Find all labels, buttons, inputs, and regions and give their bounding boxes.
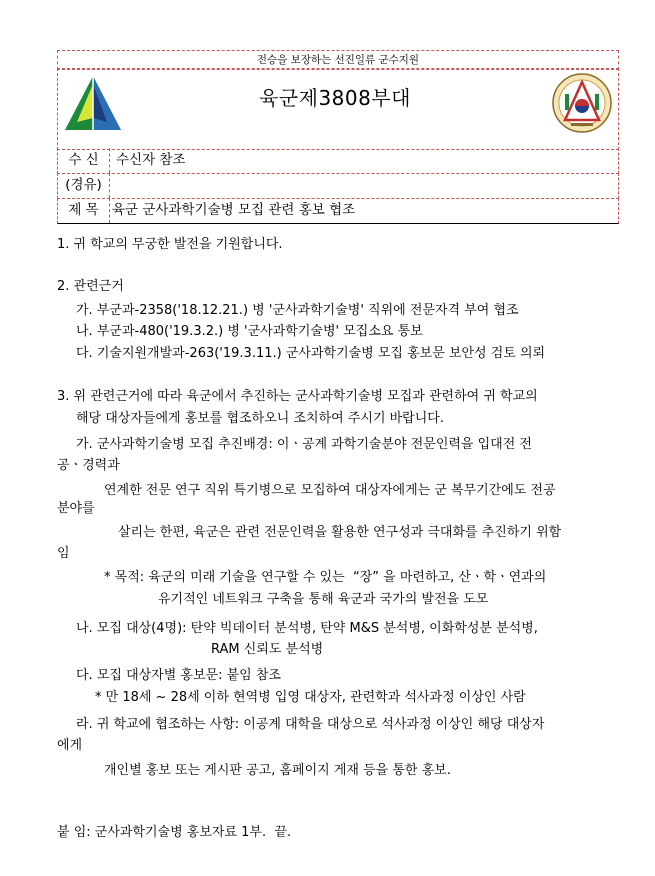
subject-row xyxy=(57,198,619,224)
recipient-label: 수 신 xyxy=(58,148,110,173)
paragraph-3-line-1: 3. 위 관련근거에 따라 육군에서 추진하는 군사과학기술병 모집과 관련하여 귀 학교의 xyxy=(57,389,538,404)
paragraph-2-item-c: 다. 기술지원개발과-263('19.3.11.) 군사과학기술병 모집 홍보문 보안성 검토 의뢰 xyxy=(76,346,546,361)
army-logo-icon xyxy=(63,74,123,132)
via-label: (경유) xyxy=(58,173,110,198)
emblem-seal-icon xyxy=(551,72,613,134)
purpose-line-1: * 목적: 육군의 미래 기술을 연구할 수 있는 “장” 을 마련하고, 산ㆍ학ㆍ연과의 xyxy=(104,570,547,585)
slogan: 전승을 보장하는 선진일류 군수지원 xyxy=(57,50,619,70)
item-a-line-5: 살리는 한편, 육군은 관련 전문인력을 활용한 연구성과 극대화를 추진하기 위함 xyxy=(118,525,562,540)
subject-value: 육군 군사과학기술병 모집 관련 홍보 협조 xyxy=(112,202,356,218)
item-a-line-6: 임 xyxy=(57,546,70,561)
item-a-line-2: 공ㆍ경력과 xyxy=(57,458,120,473)
item-d-line-2: 에게 xyxy=(57,738,83,753)
paragraph-1: 1. 귀 학교의 무궁한 발전을 기원합니다. xyxy=(57,237,283,252)
purpose-line-2: 유기적인 네트워크 구축을 통해 육군과 국가의 발전을 도모 xyxy=(158,592,489,607)
item-a-line-1: 가. 군사과학기술병 모집 추진배경: 이ㆍ공계 과학기술분야 전문인력을 입대전 전 xyxy=(76,437,532,452)
item-c: 다. 모집 대상자별 홍보문: 붙임 참조 xyxy=(76,668,281,683)
recipient-row xyxy=(57,148,619,174)
attachment-line: 붙 임: 군사과학기술병 홍보자료 1부. 끝. xyxy=(57,825,292,840)
paragraph-2-item-a: 가. 부군과-2358('18.12.21.) 병 '군사과학기술병' 직위에 전문자격 부여 협조 xyxy=(76,303,519,318)
paragraph-2-item-b: 나. 부군과-480('19.3.2.) 병 '군사과학기술병' 모집소요 통보 xyxy=(76,324,423,339)
paragraph-2-title: 2. 관련근거 xyxy=(57,279,124,294)
item-b-line-2: RAM 신뢰도 분석병 xyxy=(211,642,324,657)
unit-title: 육군제3808부대 xyxy=(259,86,411,110)
item-a-line-3: 연계한 전문 연구 직위 특기병으로 모집하여 대상자에게는 군 복무기간에도 전공 xyxy=(104,483,556,498)
subject-label: 제 목 xyxy=(58,198,110,223)
item-b-line-1: 나. 모집 대상(4명): 탄약 빅데이터 분석병, 탄약 M&S 분석병, 이화학성분 분석병, xyxy=(76,621,538,636)
item-d-line-1: 라. 귀 학교에 협조하는 사항: 이공계 대학을 대상으로 석사과정 이상인 해당 대상자 xyxy=(76,717,545,732)
item-a-line-4: 분야를 xyxy=(57,501,95,516)
recipient-value: 수신자 참조 xyxy=(116,152,186,168)
paragraph-3-line-2: 해당 대상자들에게 홍보를 협조하오니 조치하여 주시기 바랍니다. xyxy=(76,411,444,426)
via-row xyxy=(57,173,619,199)
item-c-note: * 만 18세 ~ 28세 이하 현역병 입영 대상자, 관련학과 석사과정 이상인 사람 xyxy=(95,690,526,705)
item-d-line-3: 개인별 홍보 또는 게시판 공고, 홈페이지 게재 등을 통한 홍보. xyxy=(104,763,451,778)
